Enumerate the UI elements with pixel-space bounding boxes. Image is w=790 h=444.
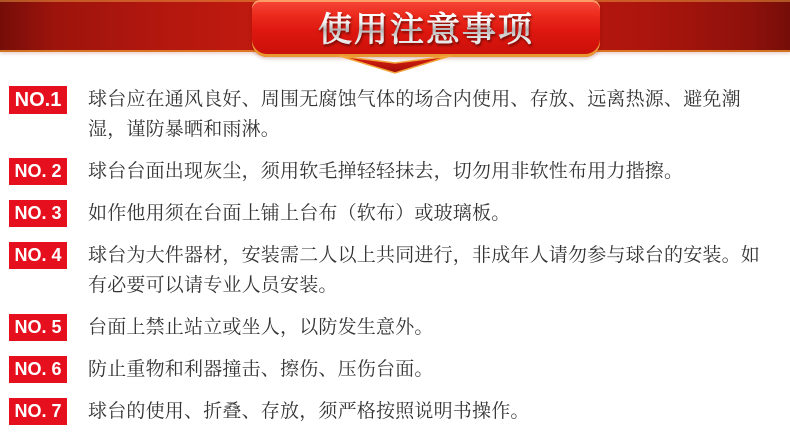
item-number-badge: NO.1 [9, 86, 67, 114]
item-number-badge: NO. 2 [9, 158, 67, 185]
item-text: 球台应在通风良好、周围无腐蚀气体的场合内使用、存放、远离热源、避免潮湿，谨防暴晒和雨淋。 [88, 89, 741, 140]
page-title: 使用注意事项 [318, 2, 534, 55]
notice-item-7 [9, 397, 770, 427]
item-text: 台面上禁止站立或坐人，以防发生意外。 [88, 317, 434, 338]
item-text: 球台台面出现灰尘，须用软毛掸轻轻抹去，切勿用非软性布用力揩擦。 [88, 161, 684, 182]
notice-item-1 [9, 85, 770, 145]
item-number-badge: NO. 3 [9, 200, 67, 227]
item-number-badge: NO. 6 [9, 356, 67, 383]
header-banner [0, 0, 790, 52]
notice-item-3 [9, 199, 770, 229]
banner-ribbon-center [252, 0, 600, 57]
notice-item-2 [9, 157, 770, 187]
item-text: 球台的使用、折叠、存放，须严格按照说明书操作。 [88, 401, 530, 422]
item-text: 球台为大件器材，安装需二人以上共同进行，非成年人请勿参与球台的安装。如有必要可以请专业人员安装。 [88, 245, 761, 296]
item-number-badge: NO. 5 [9, 314, 67, 341]
item-text: 如作他用须在台面上铺上台布（软布）或玻璃板。 [88, 203, 511, 224]
notice-list [0, 85, 790, 427]
item-text: 防止重物和利器撞击、擦伤、压伤台面。 [88, 359, 434, 380]
notice-item-6 [9, 355, 770, 385]
item-number-badge: NO. 4 [9, 242, 67, 269]
notice-item-4 [9, 241, 770, 301]
notice-item-5 [9, 313, 770, 343]
ribbon-tail-icon [339, 55, 451, 75]
item-number-badge: NO. 7 [9, 398, 67, 425]
